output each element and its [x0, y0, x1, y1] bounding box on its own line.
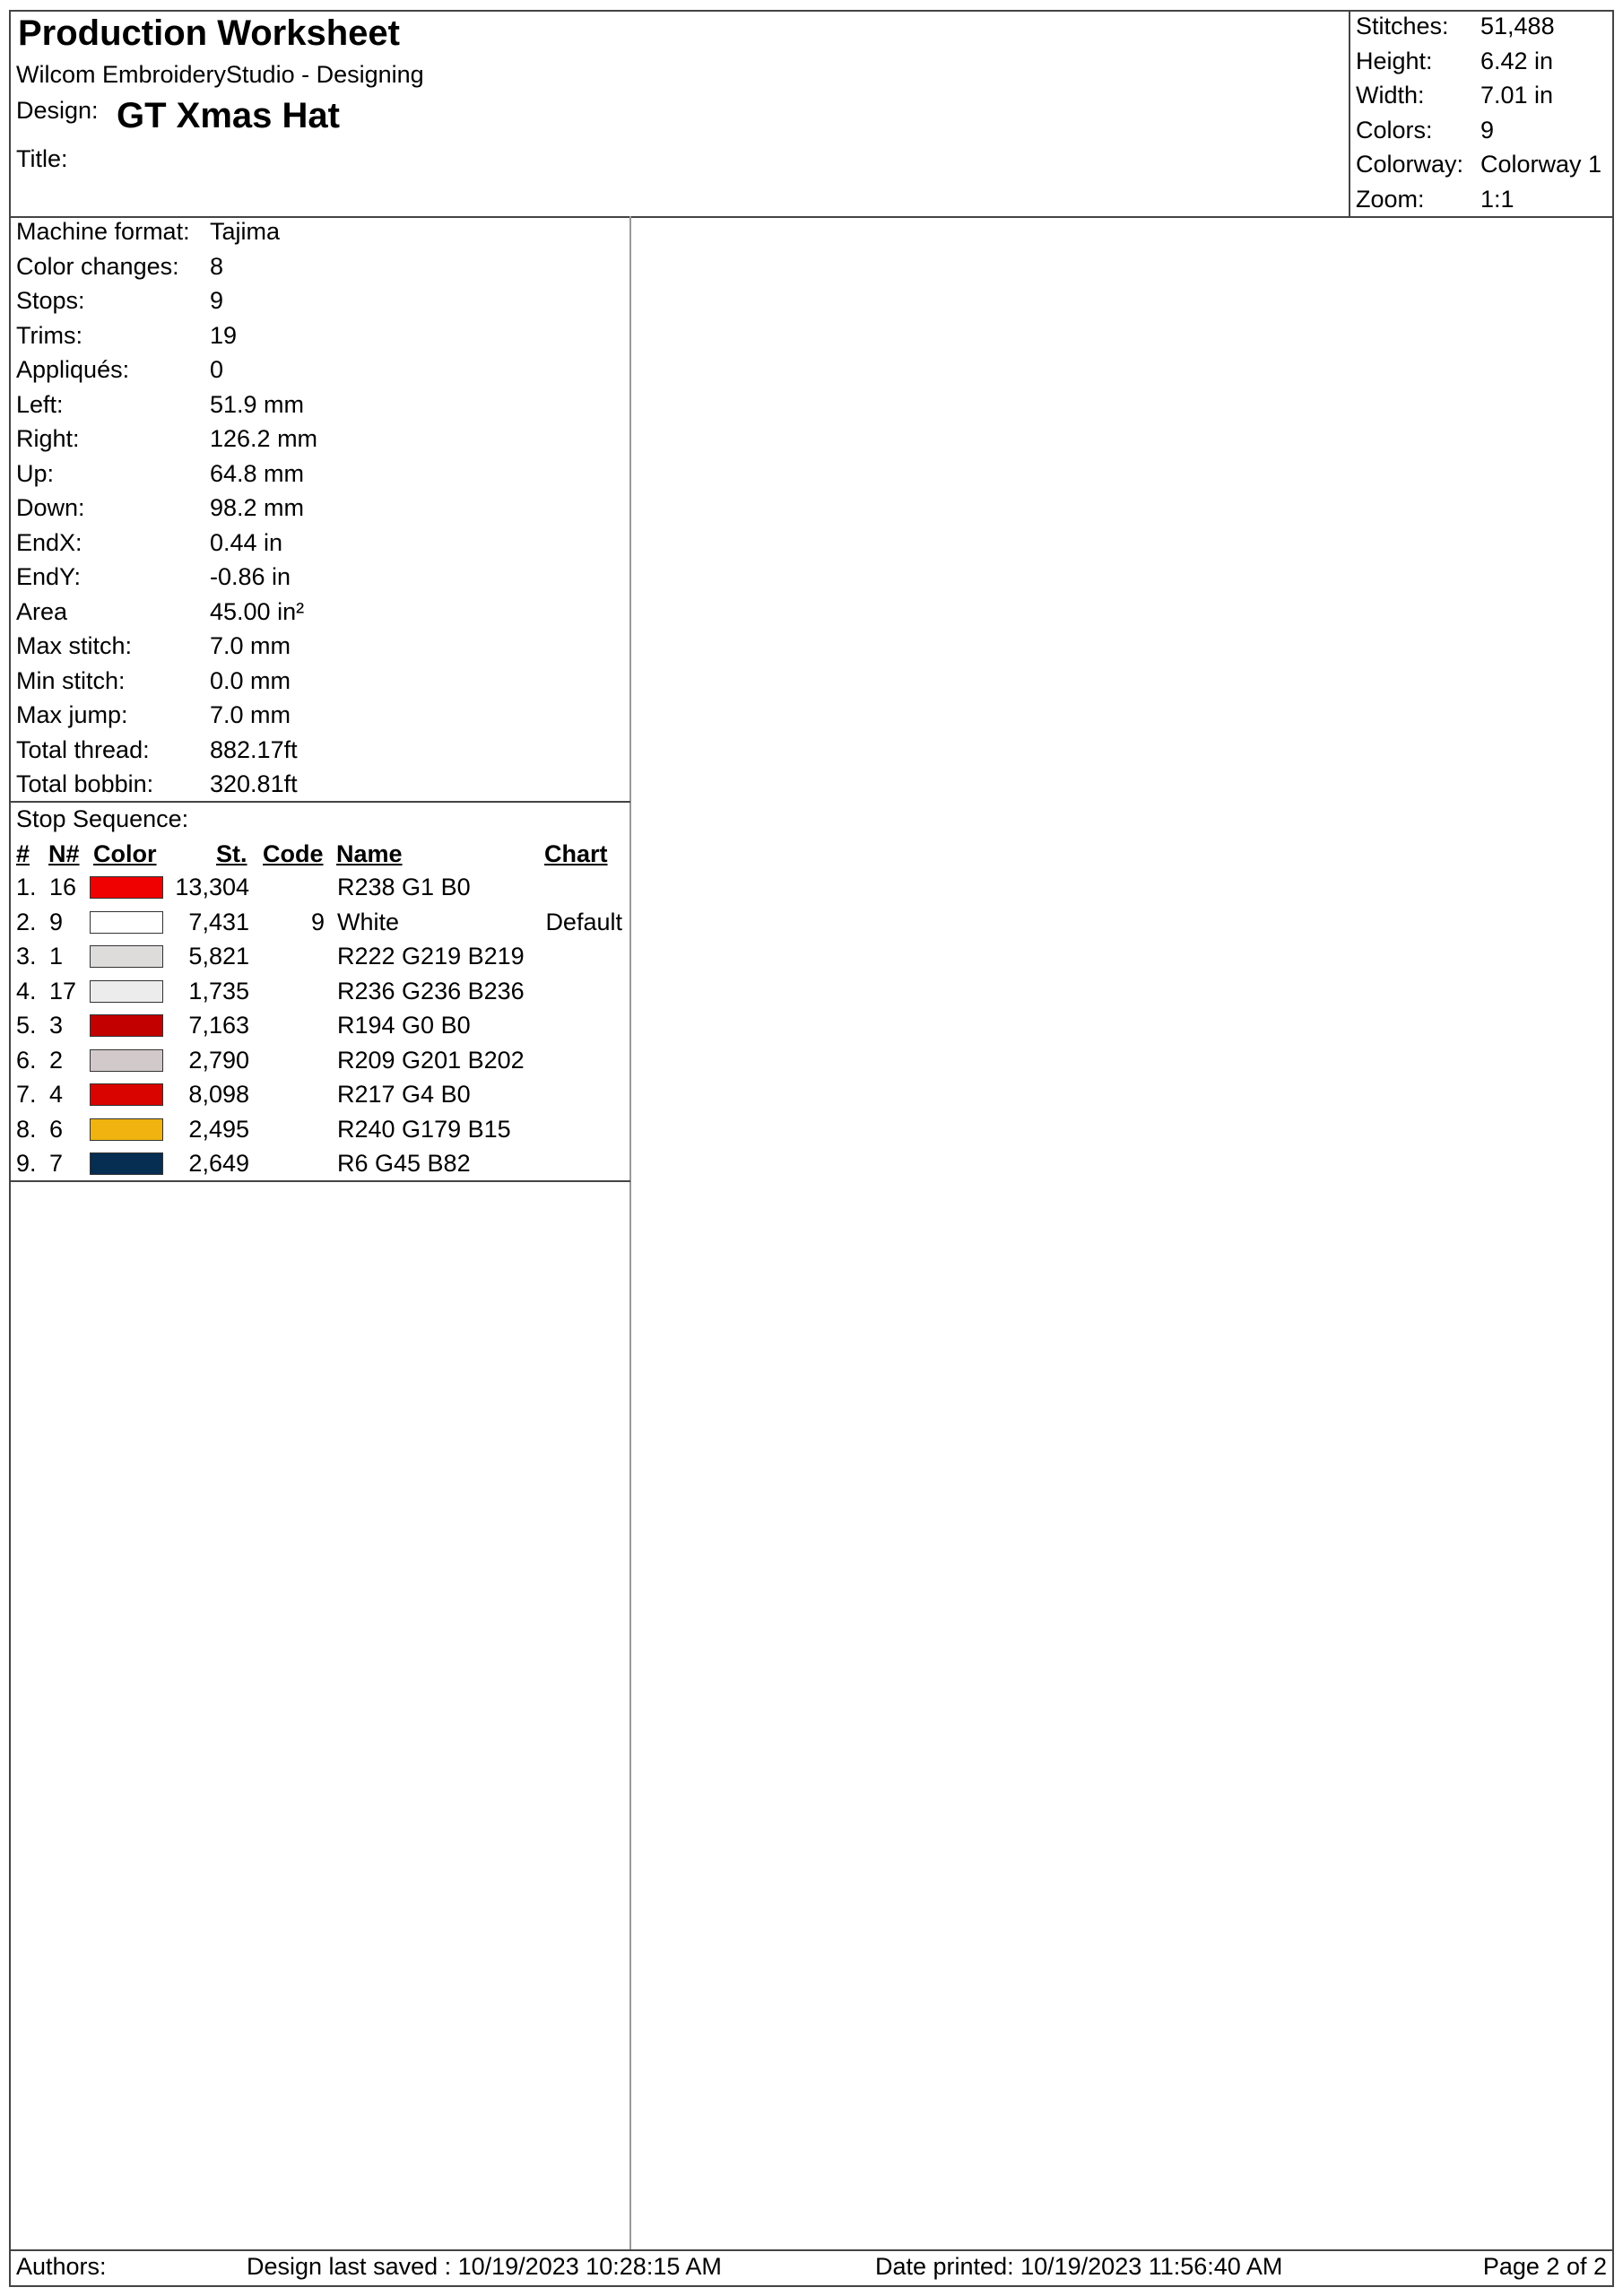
- thread-name: R240 G179 B15: [337, 1115, 511, 1143]
- footer-authors: Authors:: [16, 2253, 107, 2280]
- stat-value: -0.86 in: [210, 563, 291, 590]
- stat-label: Area: [16, 597, 68, 625]
- sequence-row: [0, 1148, 629, 1183]
- summary-value: 7.01 in: [1480, 82, 1554, 109]
- stat-row: [16, 389, 626, 424]
- sequence-row: [0, 941, 629, 976]
- sequence-number: 2.: [16, 908, 37, 935]
- summary-label: Width:: [1356, 82, 1425, 109]
- stat-label: EndX:: [16, 528, 82, 556]
- machine-stats: [16, 216, 626, 804]
- stitch-count: 1,735: [188, 977, 249, 1004]
- stat-label: Trims:: [16, 321, 82, 349]
- stitch-count: 2,495: [188, 1115, 249, 1143]
- stat-label: Total thread:: [16, 735, 150, 763]
- document-title: Production Worksheet: [18, 13, 400, 53]
- summary-value: 51,488: [1480, 13, 1555, 39]
- stitch-count: 7,163: [188, 1012, 249, 1039]
- summary-label: Zoom:: [1356, 185, 1425, 213]
- color-swatch: [90, 980, 163, 1003]
- summary-panel: [1356, 11, 1614, 218]
- summary-value: 6.42 in: [1480, 47, 1554, 74]
- sequence-number: 5.: [16, 1012, 37, 1039]
- sequence-row: [0, 1114, 629, 1149]
- needle-number: 17: [49, 977, 77, 1004]
- stat-label: Min stitch:: [16, 666, 126, 694]
- color-swatch: [90, 1049, 163, 1072]
- col-header-num: #: [16, 840, 30, 867]
- sequence-number: 6.: [16, 1046, 37, 1074]
- needle-number: 7: [49, 1150, 64, 1177]
- summary-value: 9: [1480, 116, 1495, 144]
- stat-label: Total bobbin:: [16, 770, 154, 797]
- thread-name: White: [337, 908, 400, 935]
- stitch-count: 5,821: [188, 943, 249, 970]
- stat-value: 64.8 mm: [210, 459, 305, 487]
- stat-label: Max stitch:: [16, 632, 133, 659]
- col-header-chart: Chart: [544, 840, 608, 867]
- sequence-row: [0, 1045, 629, 1080]
- thread-code: 9: [310, 908, 325, 935]
- stat-row: [16, 665, 626, 700]
- stat-label: Appliqués:: [16, 356, 130, 383]
- sequence-row: [0, 872, 629, 907]
- needle-number: 3: [49, 1012, 64, 1039]
- color-swatch: [90, 945, 163, 968]
- thread-name: R194 G0 B0: [337, 1012, 471, 1039]
- summary-row: [1356, 46, 1614, 81]
- stat-row: [16, 354, 626, 389]
- stat-row: [16, 631, 626, 665]
- needle-number: 4: [49, 1081, 64, 1108]
- col-header-stitches: St.: [216, 840, 247, 867]
- col-header-code: Code: [263, 840, 324, 867]
- stat-value: 7.0 mm: [210, 632, 291, 659]
- stat-row: [16, 492, 626, 527]
- stat-label: EndY:: [16, 563, 82, 590]
- stat-row: [16, 769, 626, 804]
- thread-name: R236 G236 B236: [337, 977, 525, 1004]
- summary-row: [1356, 80, 1614, 115]
- stat-value: Tajima: [210, 218, 281, 245]
- stat-value: 19: [210, 321, 238, 349]
- stat-row: [16, 527, 626, 562]
- stat-value: 9: [210, 287, 224, 314]
- stat-value: 882.17ft: [210, 735, 298, 763]
- needle-number: 2: [49, 1046, 64, 1074]
- summary-value: Colorway 1: [1480, 151, 1602, 178]
- thread-name: R209 G201 B202: [337, 1046, 525, 1074]
- stat-value: 45.00 in²: [210, 597, 305, 625]
- sequence-row: [0, 1079, 629, 1114]
- needle-number: 6: [49, 1115, 64, 1143]
- thread-name: R238 G1 B0: [337, 874, 471, 900]
- color-swatch: [90, 1014, 163, 1037]
- col-header-color: Color: [93, 840, 157, 867]
- stat-value: 0.44 in: [210, 528, 283, 556]
- thread-name: R222 G219 B219: [337, 943, 525, 970]
- column-divider: [629, 216, 631, 2251]
- stat-row: [16, 561, 626, 596]
- color-swatch: [90, 1083, 163, 1106]
- stat-row: [16, 285, 626, 320]
- thread-name: R217 G4 B0: [337, 1081, 471, 1108]
- footer-page-number: Page 2 of 2: [1482, 2253, 1607, 2280]
- sequence-number: 4.: [16, 977, 37, 1004]
- stat-value: 7.0 mm: [210, 701, 291, 728]
- stat-value: 126.2 mm: [210, 425, 318, 452]
- stat-label: Machine format:: [16, 218, 190, 245]
- stat-label: Max jump:: [16, 701, 128, 728]
- stop-sequence-label: Stop Sequence:: [16, 805, 189, 832]
- stat-row: [16, 735, 626, 770]
- stat-value: 98.2 mm: [210, 494, 305, 521]
- footer-date-printed: Date printed: 10/19/2023 11:56:40 AM: [875, 2253, 1283, 2280]
- stat-row: [16, 700, 626, 735]
- summary-divider: [1349, 10, 1350, 217]
- stat-label: Stops:: [16, 287, 85, 314]
- thread-chart: Default: [545, 908, 622, 935]
- col-header-needle: N#: [48, 840, 80, 867]
- col-header-name: Name: [336, 840, 403, 867]
- software-subtitle: Wilcom EmbroideryStudio - Designing: [16, 61, 424, 88]
- summary-label: Colors:: [1356, 116, 1433, 144]
- stat-row: [16, 458, 626, 493]
- summary-row: [1356, 184, 1614, 219]
- stat-label: Down:: [16, 494, 85, 521]
- sequence-number: 1.: [16, 874, 37, 900]
- sequence-number: 8.: [16, 1115, 37, 1143]
- sequence-row: [0, 976, 629, 1011]
- sequence-row: [0, 907, 629, 942]
- stat-value: 51.9 mm: [210, 390, 305, 418]
- summary-row: [1356, 149, 1614, 184]
- sequence-row: [0, 1010, 629, 1045]
- title-label: Title:: [16, 145, 68, 172]
- summary-label: Height:: [1356, 47, 1433, 74]
- summary-value: 1:1: [1480, 185, 1515, 213]
- sequence-number: 9.: [16, 1150, 37, 1177]
- needle-number: 1: [49, 943, 64, 970]
- stat-row: [16, 596, 626, 631]
- stitch-count: 2,790: [188, 1046, 249, 1074]
- color-swatch: [90, 876, 163, 899]
- stat-label: Left:: [16, 390, 64, 418]
- stat-value: 8: [210, 252, 224, 280]
- stat-label: Up:: [16, 459, 55, 487]
- stitch-count: 2,649: [188, 1150, 249, 1177]
- sequence-number: 7.: [16, 1081, 37, 1108]
- footer-last-saved: Design last saved : 10/19/2023 10:28:15 AM: [247, 2253, 722, 2280]
- thread-name: R6 G45 B82: [337, 1150, 471, 1177]
- stat-row: [16, 320, 626, 355]
- stat-row: [16, 216, 626, 251]
- stat-value: 0.0 mm: [210, 666, 291, 694]
- color-swatch: [90, 1152, 163, 1175]
- design-name: GT Xmas Hat: [117, 96, 340, 135]
- summary-label: Colorway:: [1356, 151, 1464, 178]
- stat-row: [16, 423, 626, 458]
- stitch-count: 7,431: [188, 908, 249, 935]
- summary-row: [1356, 11, 1614, 46]
- stat-value: 320.81ft: [210, 770, 298, 797]
- stat-label: Color changes:: [16, 252, 179, 280]
- summary-label: Stitches:: [1356, 13, 1449, 39]
- stitch-count: 13,304: [175, 874, 249, 900]
- needle-number: 9: [49, 908, 64, 935]
- stat-label: Right:: [16, 425, 80, 452]
- stat-value: 0: [210, 356, 224, 383]
- color-swatch: [90, 911, 163, 934]
- design-label: Design:: [16, 97, 99, 124]
- stat-row: [16, 251, 626, 286]
- sequence-number: 3.: [16, 943, 37, 970]
- summary-row: [1356, 115, 1614, 150]
- needle-number: 16: [49, 874, 77, 900]
- color-swatch: [90, 1118, 163, 1141]
- stitch-count: 8,098: [188, 1081, 249, 1108]
